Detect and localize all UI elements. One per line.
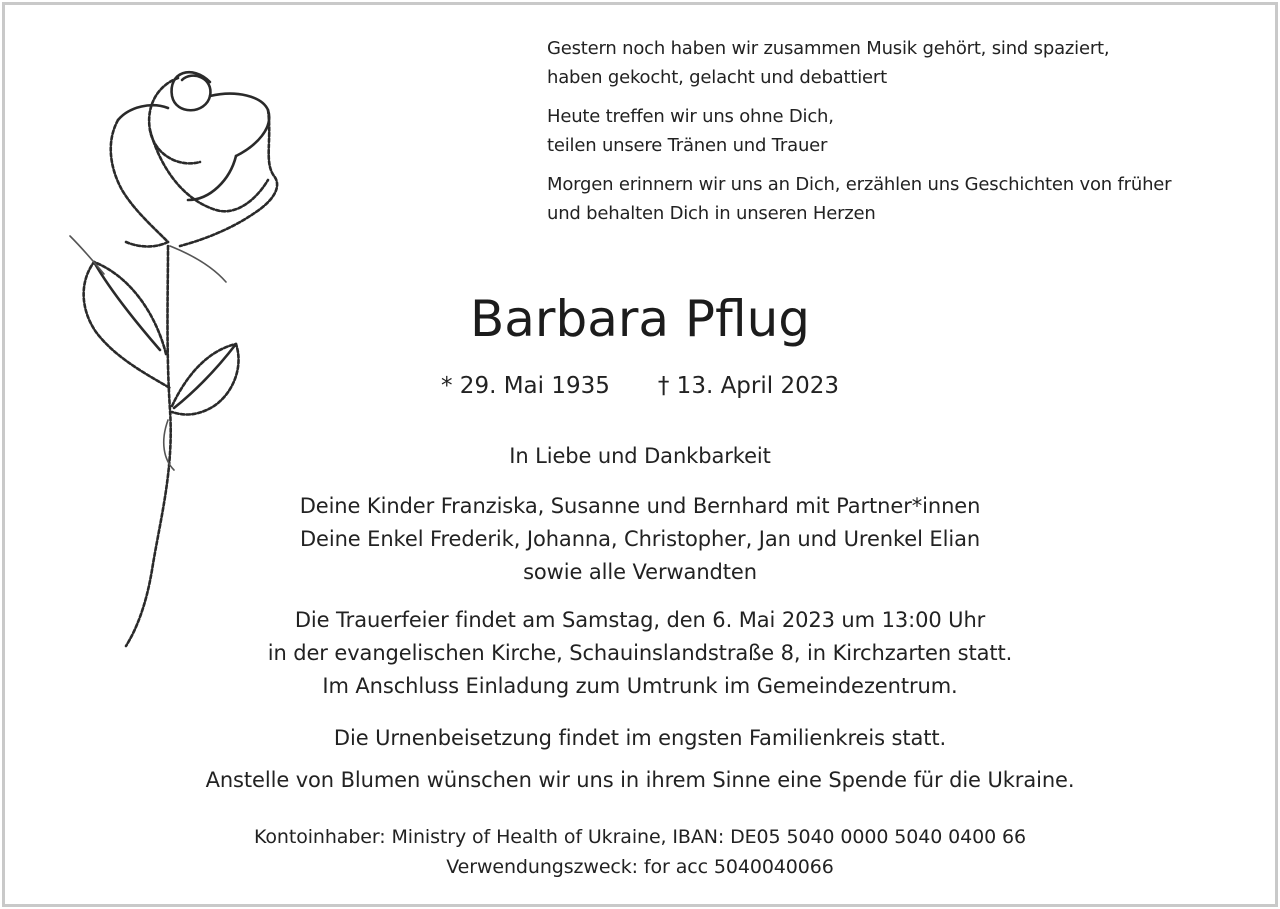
rose-petal-top-left bbox=[118, 105, 168, 120]
bank-details bbox=[140, 822, 1140, 882]
mourners-line: sowie alle Verwandten bbox=[523, 560, 757, 584]
life-dates bbox=[340, 366, 940, 406]
poem-stanza-1 bbox=[547, 34, 1267, 92]
rose-leaf-left-vein bbox=[94, 262, 160, 350]
poem-line: Morgen erinnern wir uns an Dich, erzählen uns Geschichten von früher bbox=[547, 174, 1172, 195]
poem-line: teilen unsere Tränen und Trauer bbox=[547, 135, 828, 156]
rose-petal-outer-left bbox=[111, 120, 168, 242]
birth-date: * 29. Mai 1935 bbox=[441, 373, 610, 399]
ceremony-line: in der evangelischen Kirche, Schauinslandstraße 8, in Kirchzarten statt. bbox=[267, 641, 1013, 665]
burial bbox=[140, 722, 1140, 755]
poem bbox=[547, 34, 1267, 238]
deceased-name: Barbara Pflug bbox=[469, 290, 811, 348]
rose-petal-right bbox=[210, 94, 269, 156]
poem-stanza-2 bbox=[547, 102, 1267, 160]
donation-text: Anstelle von Blumen wünschen wir uns in ihrem Sinne eine Spende für die Ukraine. bbox=[205, 768, 1075, 792]
poem-line: Gestern noch haben wir zusammen Musik gehört, sind spaziert, bbox=[547, 38, 1110, 59]
poem-line: haben gekocht, gelacht und debattiert bbox=[547, 67, 887, 88]
ceremony bbox=[140, 604, 1140, 703]
mourners-line: Deine Kinder Franziska, Susanne und Bernhard mit Partner*innen bbox=[299, 494, 981, 518]
donation-note bbox=[140, 764, 1140, 797]
dedication bbox=[140, 440, 1140, 473]
rose-leaf-left-tip bbox=[70, 236, 104, 274]
bank-reference: Verwendungszweck: for acc 5040040066 bbox=[446, 856, 834, 878]
ceremony-line: Im Anschluss Einladung zum Umtrunk im Gemeindezentrum. bbox=[322, 674, 958, 698]
rose-petal-outer-right bbox=[180, 110, 277, 246]
bank-account-holder: Kontoinhaber: Ministry of Health of Ukraine, IBAN: DE05 5040 0000 5040 0400 66 bbox=[253, 826, 1027, 848]
rose-petal-inner bbox=[150, 130, 268, 211]
poem-line: und behalten Dich in unseren Herzen bbox=[547, 203, 876, 224]
rose-sepal-left bbox=[126, 242, 168, 247]
death-date: † 13. April 2023 bbox=[657, 373, 839, 399]
poem-line: Heute treffen wir uns ohne Dich, bbox=[547, 106, 834, 127]
mourners-line: Deine Enkel Frederik, Johanna, Christopher, Jan und Urenkel Elian bbox=[299, 527, 981, 551]
ceremony-line: Die Trauerfeier findet am Samstag, den 6. Mai 2023 um 13:00 Uhr bbox=[294, 608, 986, 632]
poem-stanza-3 bbox=[547, 170, 1267, 228]
rose-sepal-right bbox=[170, 246, 226, 282]
mourners bbox=[140, 490, 1140, 589]
rose-leaf-right-vein bbox=[174, 344, 236, 408]
burial-text: Die Urnenbeisetzung findet im engsten Familienkreis statt. bbox=[333, 726, 947, 750]
rose-leaf-left bbox=[84, 262, 170, 388]
dedication-text: In Liebe und Dankbarkeit bbox=[509, 444, 771, 468]
